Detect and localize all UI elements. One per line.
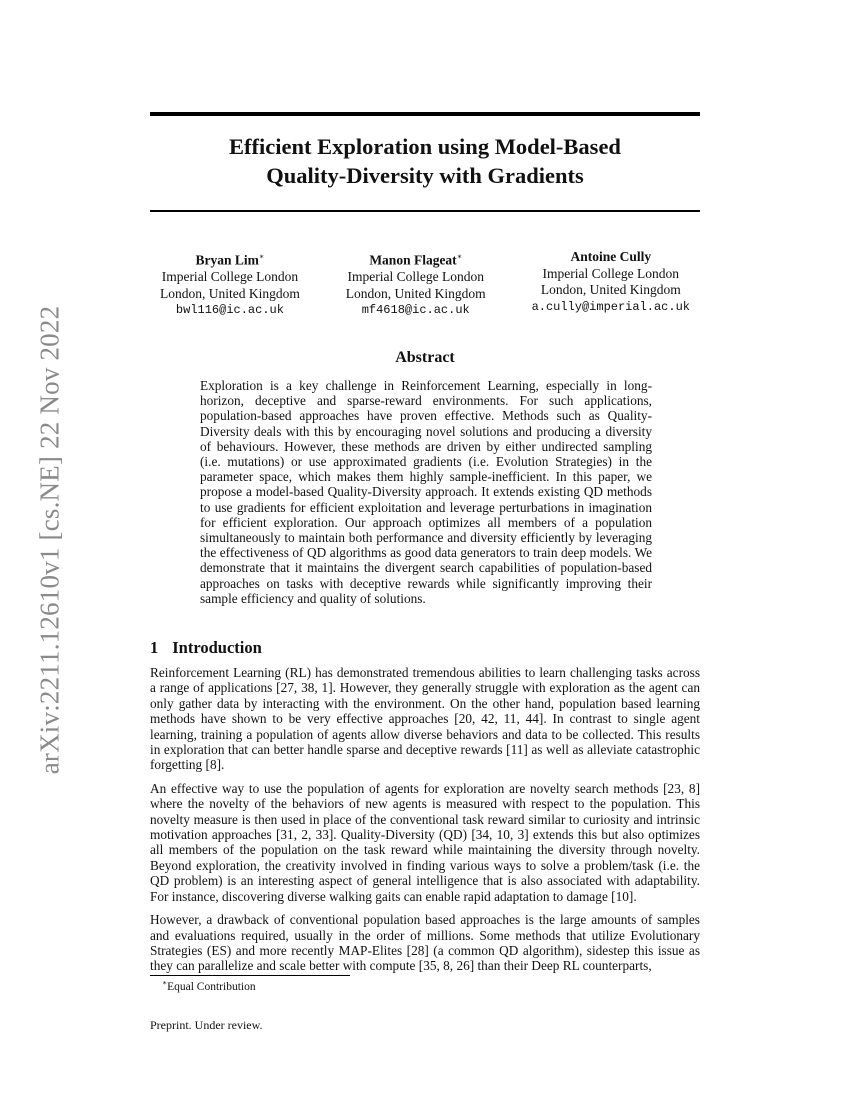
author-block [160, 249, 690, 319]
paper-title-line-2: Quality-Diversity with Gradients [266, 163, 584, 188]
section-title: Introduction [172, 638, 262, 657]
footnote [162, 978, 256, 993]
author-location: London, United Kingdom [345, 285, 486, 301]
preprint-note: Preprint. Under review. [150, 1018, 263, 1032]
footnote-rule [150, 975, 350, 976]
paragraph: Reinforcement Learning (RL) has demonstrated tremendous abilities to learn challenging tasks across a range of applications [27, 38, 1]. However, they generally struggle with exploration as the agent can only gather data by interacting with the environment. On the other hand, population based learning methods have shown to be very effective approaches [20, 42, 11, 44]. In contrast to single agent learning, training a population of agents allow diverse behaviors and data to be collected. This results in exploration that can better handle sparse and deceptive rewards [11] as well as alleviate catastrophic forgetting [8]. [150, 665, 700, 773]
introduction-body [150, 665, 700, 982]
paper-title [150, 132, 700, 190]
author-3 [532, 249, 690, 319]
paragraph: However, a drawback of conventional population based approaches is the large amounts of samples and evaluations required, usually in the order of millions. Some methods that utilize Evolutionary Strategies (ES) and more recently MAP-Elites [28] (a common QD algorithm), sidestep this issue as they can parallelize and scale better with compute [35, 8, 26] than their Deep RL counterparts, [150, 912, 700, 974]
paragraph: An effective way to use the population of agents for exploration are novelty search methods [23, 8] where the novelty of the behaviors of new agents is measured with respect to the population. This novelty measure is then used in place of the conventional task reward similar to curiosity and intrinsic motivation approaches [31, 2, 33]. Quality-Diversity (QD) [34, 10, 3] extends this but also optimizes all members of the population on the task reward while maintaining the diversity through novelty. Beyond exploration, the creativity involved in finding various ways to solve a problem/task (i.e. the QD problem) is an interesting aspect of general intelligence that is also associated with adaptability. For instance, discovering diverse walking gaits can enable rapid adaptation to damage [10]. [150, 780, 700, 904]
abstract-text: Exploration is a key challenge in Reinforcement Learning, especially in long-horizon, deceptive and sparse-reward environments. For such applications, population-based approaches have proven effective. Methods such as Quality-Diversity deals with this by encouraging novel solutions and producing a diversity of behaviours. However, these methods are driven by either undirected sampling (i.e. mutations) or use approximated gradients (i.e. Evolution Strategies) in the parameter space, which makes them highly sample-inefficient. In this paper, we propose a model-based Quality-Diversity approach. It extends existing QD methods to use gradients for efficient exploitation and leverage perturbations in imagination for efficient exploration. Our approach optimizes all members of a population simultaneously to maintain both performance and diversity efficiently by leveraging the effectiveness of QD algorithms as good data generators to train deep models. We demonstrate that it maintains the divergent search capabilities of population-based approaches on tasks with deceptive rewards while significantly improving their sample efficiency and quality of solutions. [200, 378, 652, 606]
author-location: London, United Kingdom [540, 282, 681, 297]
author-name: Antoine Cully [570, 249, 652, 264]
equal-contribution-mark: ∗ [456, 252, 463, 261]
paper-title-line-1: Efficient Exploration using Model-Based [229, 134, 621, 159]
author-email: mf4618@ic.ac.uk [361, 303, 470, 317]
equal-contribution-mark: ∗ [258, 252, 265, 261]
author-email: bwl116@ic.ac.uk [175, 303, 284, 317]
arxiv-identifier-stamp [30, 290, 70, 790]
section-number: 1 [150, 638, 159, 657]
footnote-mark: ∗ [162, 978, 168, 987]
author-name: Bryan Lim∗ [195, 252, 265, 268]
author-affiliation: Imperial College London [347, 269, 484, 284]
abstract-heading: Abstract [395, 349, 455, 366]
author-name: Manon Flageat∗ [369, 252, 463, 268]
author-affiliation: Imperial College London [542, 265, 680, 281]
section-heading [150, 638, 262, 658]
author-2 [346, 249, 486, 319]
title-top-rule [150, 112, 700, 116]
title-bottom-rule [150, 210, 700, 212]
author-affiliation: Imperial College London [161, 269, 299, 284]
footnote-text: Equal Contribution [167, 980, 256, 993]
author-email: a.cully@imperial.ac.uk [531, 299, 690, 314]
arxiv-identifier-text: arXiv:2211.12610v1 [cs.NE] 22 Nov 2022 [34, 305, 65, 775]
author-location: London, United Kingdom [160, 285, 300, 301]
author-1 [160, 249, 300, 319]
